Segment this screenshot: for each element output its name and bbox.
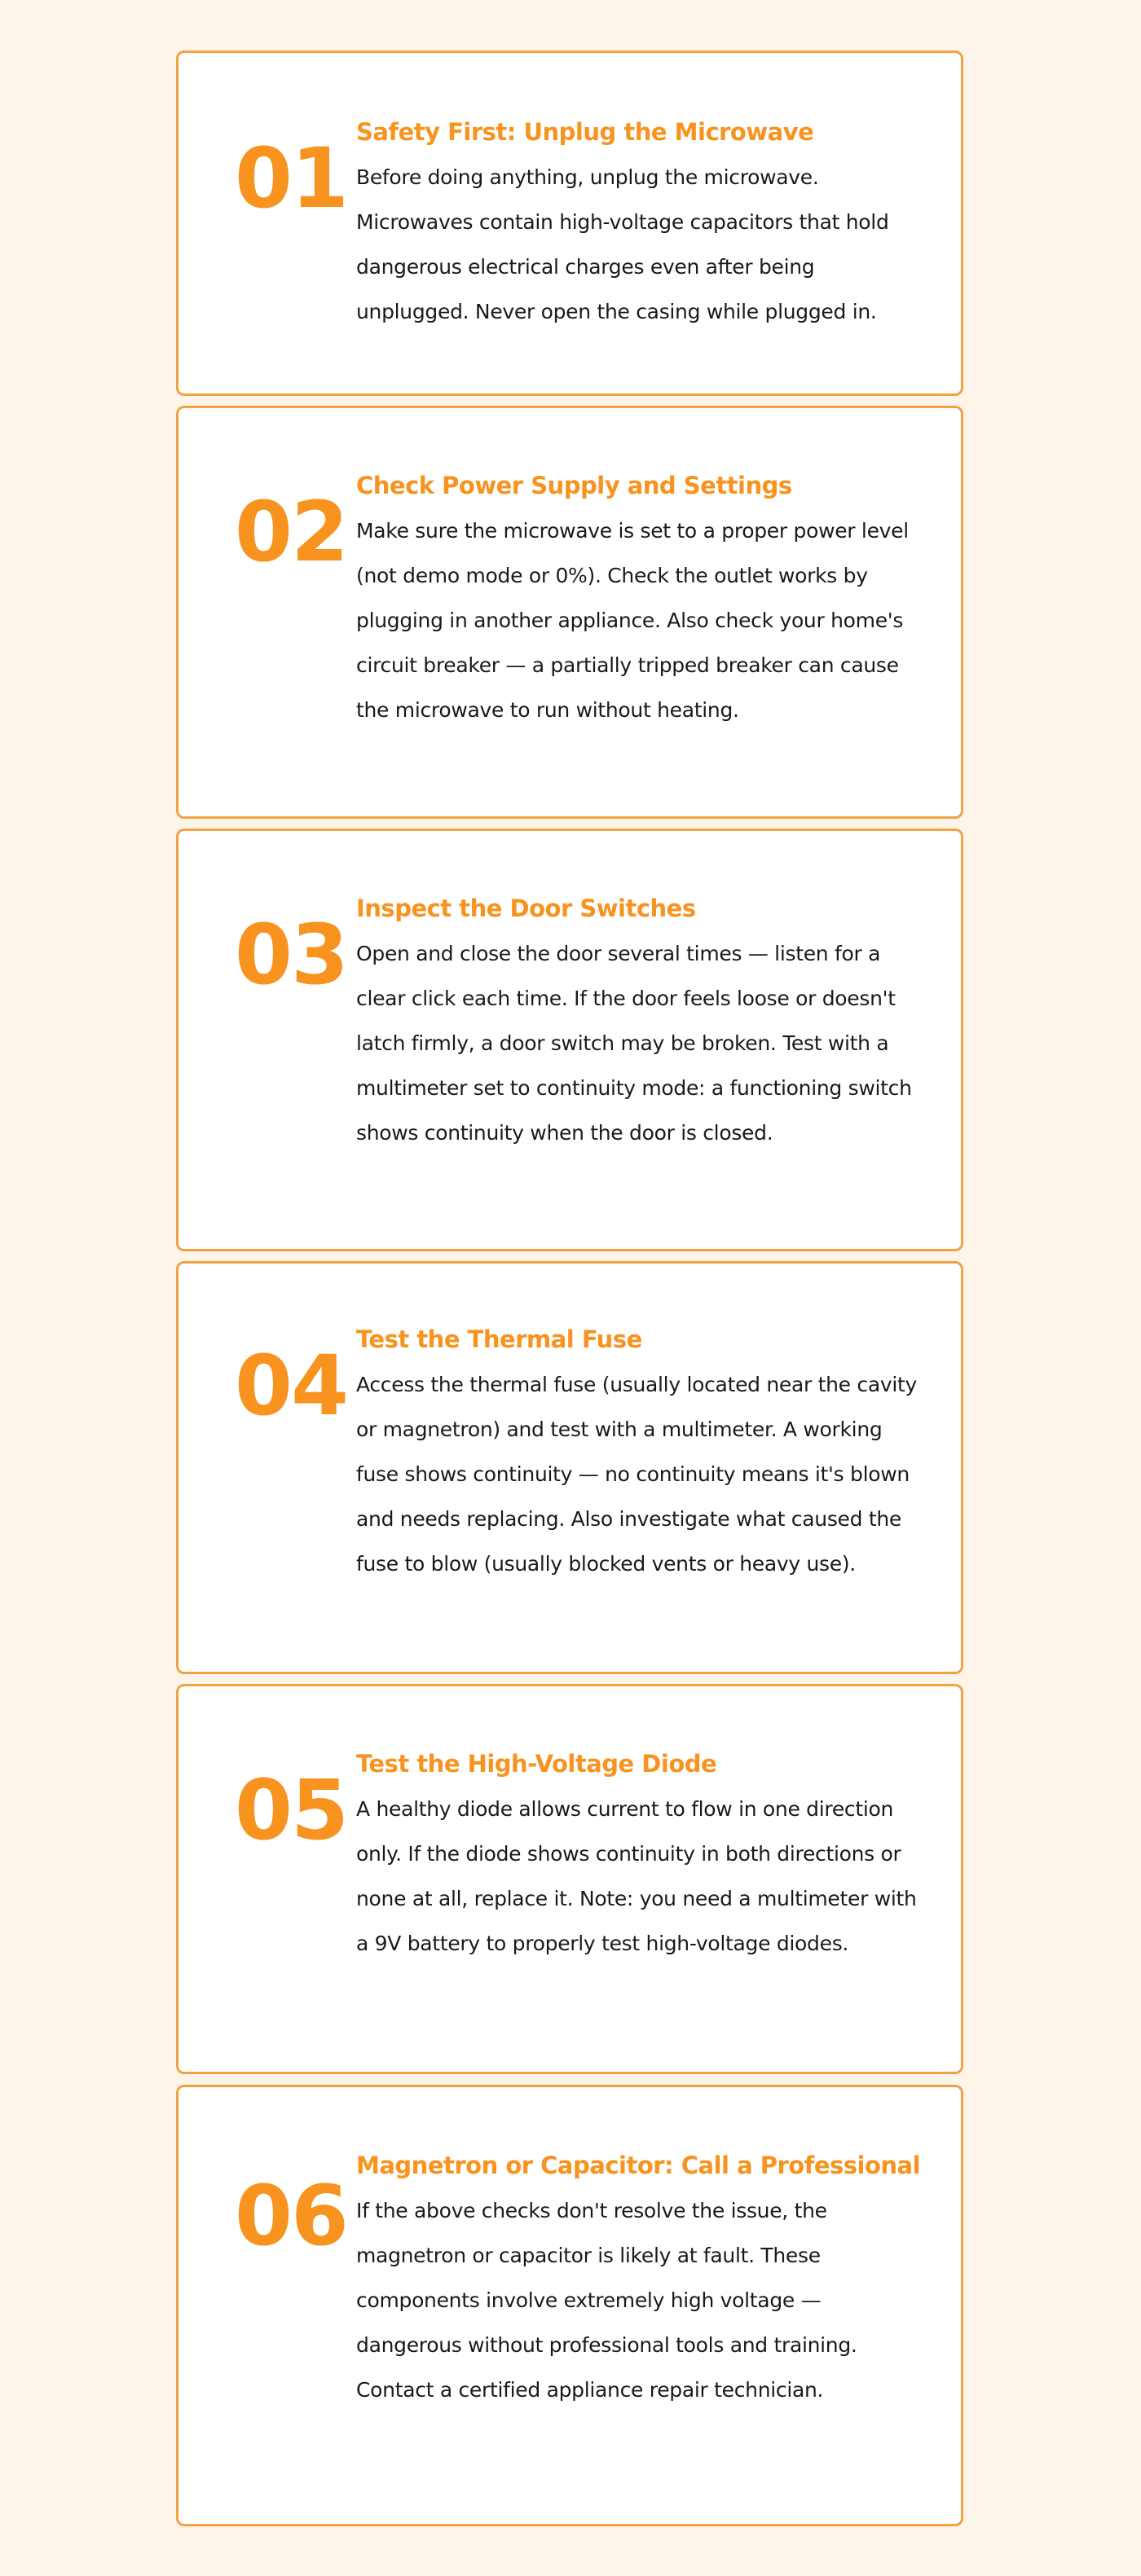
step-card-5	[176, 1684, 963, 2074]
step-text: Open and close the door several times — listen for a clear click each time. If the door feels loose or doesn't latch firmly, a door switch may be broken. Test with a multimeter set to continuity mode: a functioning switch shows continuity when the door is closed.	[356, 942, 912, 1145]
step-number: 06	[235, 2168, 347, 2265]
step-number: 01	[235, 130, 347, 227]
step-card-4	[176, 1261, 963, 1674]
step-title: Check Power Supply and Settings	[356, 472, 792, 499]
step-card-1	[176, 51, 963, 396]
step-body	[356, 109, 927, 334]
step-card-3	[176, 829, 963, 1251]
step-body	[356, 2143, 927, 2412]
step-title: Inspect the Door Switches	[356, 895, 696, 922]
step-card-6	[176, 2085, 963, 2526]
step-body	[356, 886, 927, 1155]
step-number: 03	[235, 907, 347, 1004]
step-card-2	[176, 406, 963, 819]
step-text: Access the thermal fuse (usually located near the cavity or magnetron) and test with a multimeter. A working fuse shows continuity — no continuity means it's blown and needs replacing. Also investigate what caused the fuse to blow (usually blocked vents or heavy use).	[356, 1373, 918, 1576]
step-body	[356, 463, 927, 732]
step-text: If the above checks don't resolve the issue, the magnetron or capacitor is likely at fault. These components involve extremely high voltage — dangerous without professional tools and training. Contact a certified appliance repair technician.	[356, 2199, 857, 2402]
step-number: 05	[235, 1762, 347, 1859]
step-text: Before doing anything, unplug the microwave. Microwaves contain high-voltage capacitors that hold dangerous electrical charges even after being unplugged. Never open the casing while plugged in.	[356, 165, 889, 323]
step-number: 02	[235, 484, 347, 581]
step-body	[356, 1741, 927, 1966]
step-title: Safety First: Unplug the Microwave	[356, 118, 814, 146]
step-text: A healthy diode allows current to flow in one direction only. If the diode shows continuity in both directions or none at all, replace it. Note: you need a multimeter with a 9V battery to properly test high-voltage diodes.	[356, 1797, 917, 1955]
step-title: Magnetron or Capacitor: Call a Professional	[356, 2152, 921, 2179]
step-title: Test the High-Voltage Diode	[356, 1750, 717, 1778]
step-text: Make sure the microwave is set to a proper power level (not demo mode or 0%). Check the outlet works by plugging in another appliance. Also check your home's circuit breaker — a partially tripped breaker can cause the microwave to run without heating.	[356, 519, 909, 722]
step-number: 04	[235, 1338, 347, 1435]
step-body	[356, 1317, 927, 1586]
step-title: Test the Thermal Fuse	[356, 1325, 642, 1353]
